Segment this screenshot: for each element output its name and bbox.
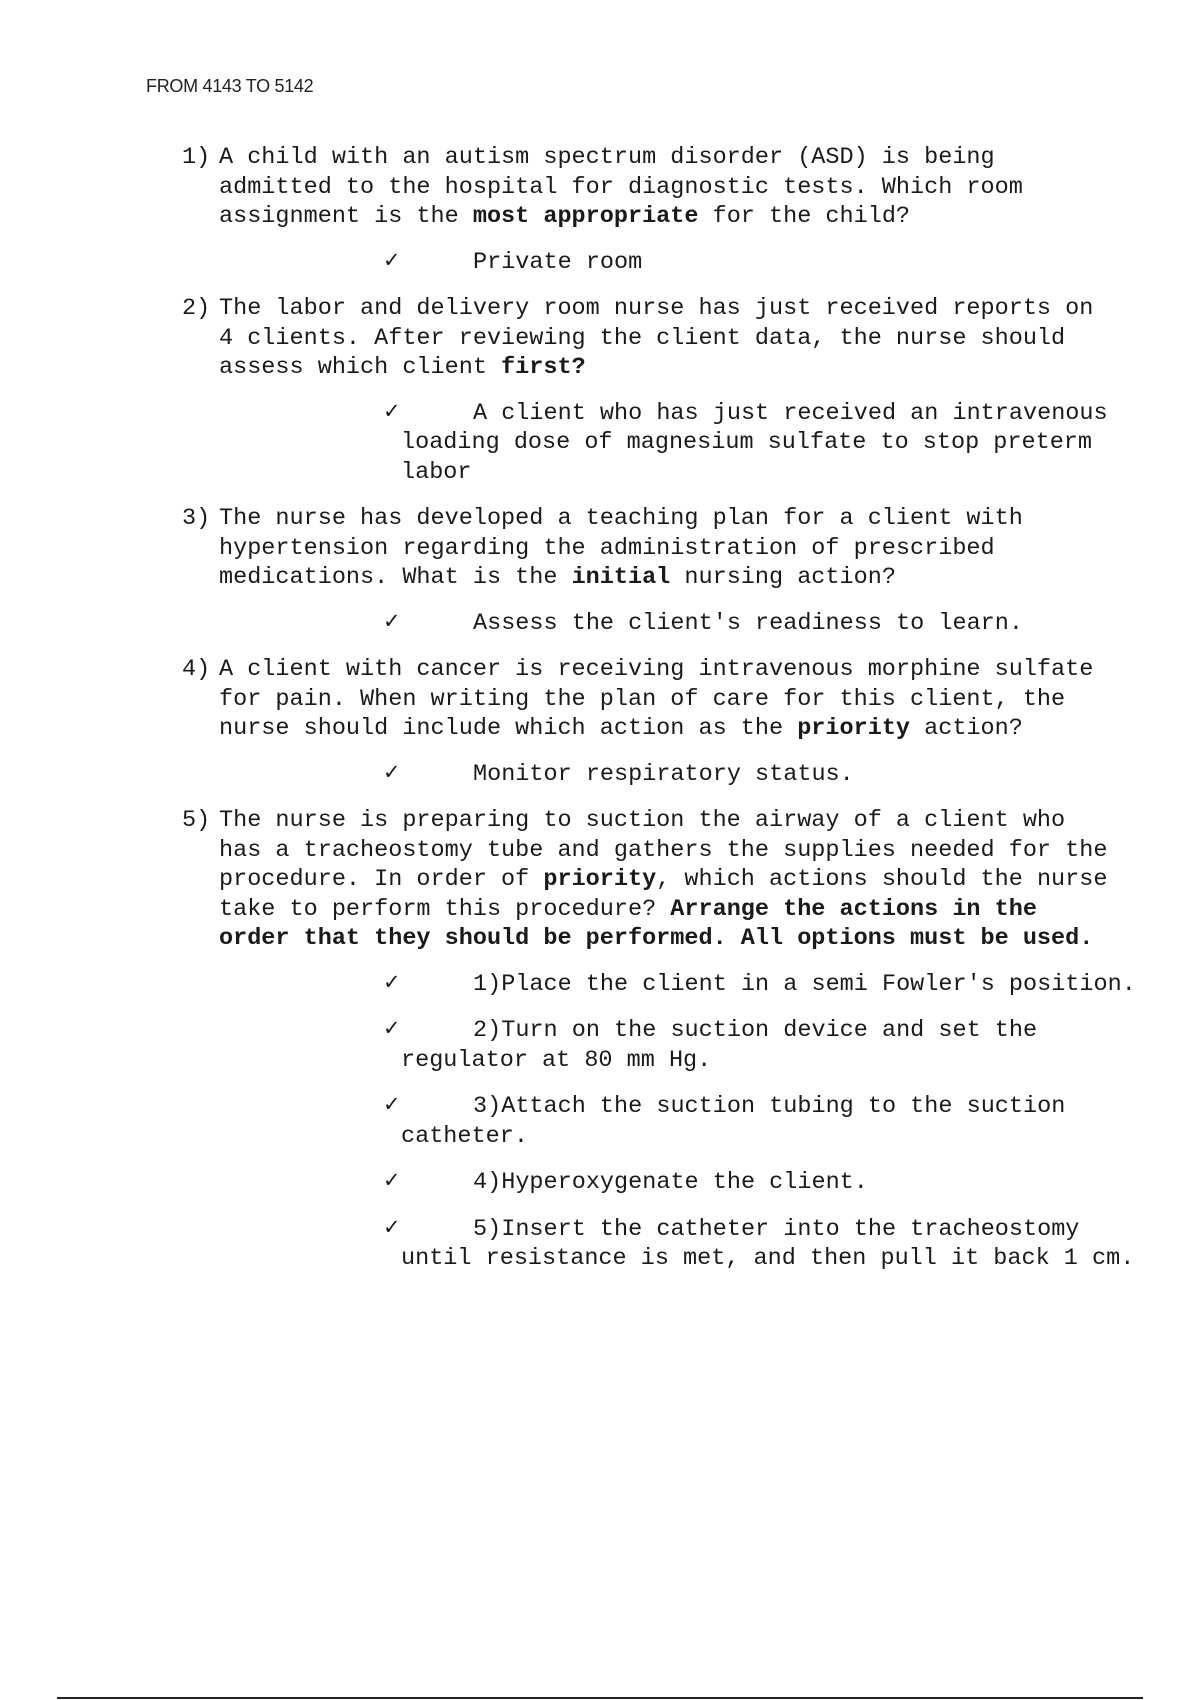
question-number: 1) (182, 144, 211, 171)
checkmark-icon: ✓ (383, 398, 401, 423)
question-text-segment: nursing action? (670, 564, 896, 591)
question-text-segment: for the child? (698, 203, 911, 230)
question-emphasis: Arrange the actions in the order that they should be performed. All options must be used. (219, 895, 1094, 952)
checkmark-icon: ✓ (383, 247, 401, 272)
question-emphasis: most appropriate (472, 203, 699, 230)
question-item (182, 806, 1136, 1274)
answer-text: Insert the catheter into the tracheostomy until resistance is met, and then pull it back 1 cm. (401, 1215, 1135, 1272)
question-text (219, 294, 1112, 383)
question-emphasis: priority (543, 866, 657, 893)
question-text-segment: action? (910, 715, 1023, 742)
question-number: 5) (182, 807, 211, 834)
answer-item (383, 1214, 1136, 1274)
footer-divider (57, 1697, 1143, 1699)
answer-number: 2) (473, 1017, 502, 1044)
answer-text: Attach the suction tubing to the suction catheter. (401, 1093, 1066, 1150)
question-text-segment: The labor and delivery room nurse has just received reports on 4 clients. After reviewing the client data, the nurse should assess which client (219, 295, 1094, 381)
question-text-segment: A child with an autism spectrum disorder (ASD) is being admitted to the hospital for diagnostic tests. Which room assignment is the (219, 144, 1023, 230)
answer-text: Place the client in a semi Fowler's position. (501, 970, 1136, 998)
question-number: 2) (182, 295, 211, 322)
checkmark-icon: ✓ (383, 1092, 401, 1116)
answer-text: Turn on the suction device and set the regulator at 80 mm Hg. (401, 1017, 1038, 1074)
question-text (219, 806, 1112, 954)
answer-item (383, 398, 1136, 488)
answer-list (219, 248, 1136, 278)
question-text (219, 504, 1112, 593)
question-item (182, 504, 1112, 638)
question-text-segment: A client with cancer is receiving intravenous morphine sulfate for pain. When writing the plan of care for this client, the nurse should include which action as the (219, 656, 1094, 742)
checkmark-icon: ✓ (383, 1016, 401, 1040)
answer-text: Private room (473, 248, 643, 276)
question-list (182, 143, 1136, 1291)
answer-text: Monitor respiratory status. (473, 760, 854, 788)
answer-item (383, 1092, 1136, 1151)
page-header: FROM 4143 TO 5142 (146, 76, 314, 96)
answer-item (383, 1016, 1136, 1075)
question-emphasis: initial (571, 564, 671, 591)
question-text-segment: , which actions should the nurse take to perform this procedure? (219, 866, 1108, 923)
answer-list (219, 609, 1136, 639)
checkmark-icon: ✓ (383, 1214, 401, 1239)
answer-item (383, 969, 1136, 1000)
question-emphasis: priority (797, 715, 911, 742)
answer-number: 4) (473, 1169, 502, 1196)
answer-text: Hyperoxygenate the client. (501, 1169, 868, 1196)
answer-item (383, 608, 1136, 639)
question-number: 3) (182, 505, 211, 532)
question-emphasis: first? (501, 354, 586, 381)
question-text-segment: The nurse has developed a teaching plan for a client with hypertension regarding the administration of prescribed medications. What is the (219, 505, 1023, 591)
checkmark-icon: ✓ (383, 969, 401, 994)
question-number: 4) (182, 656, 211, 683)
answer-number: 5) (473, 1215, 502, 1243)
answer-text: Assess the client's readiness to learn. (473, 609, 1023, 637)
question-item (182, 655, 1112, 789)
answer-list (219, 399, 1136, 488)
checkmark-icon: ✓ (383, 759, 401, 784)
checkmark-icon: ✓ (383, 1168, 401, 1192)
question-text-segment: The nurse is preparing to suction the airway of a client who has a tracheostomy tube and gathers the supplies needed for the procedure. In order of (219, 807, 1108, 893)
question-text (219, 655, 1112, 744)
answer-item (383, 247, 1136, 278)
answer-list (219, 970, 1136, 1274)
question-text (219, 143, 1112, 232)
answer-number: 1) (473, 970, 502, 998)
question-item (182, 143, 1112, 277)
answer-list (219, 760, 1136, 790)
question-item (182, 294, 1112, 487)
checkmark-icon: ✓ (383, 608, 401, 633)
answer-number: 3) (473, 1093, 502, 1120)
answer-text: A client who has just received an intravenous loading dose of magnesium sulfate to stop preterm labor (401, 399, 1108, 486)
answer-item (383, 759, 1136, 790)
answer-item (383, 1168, 1136, 1198)
